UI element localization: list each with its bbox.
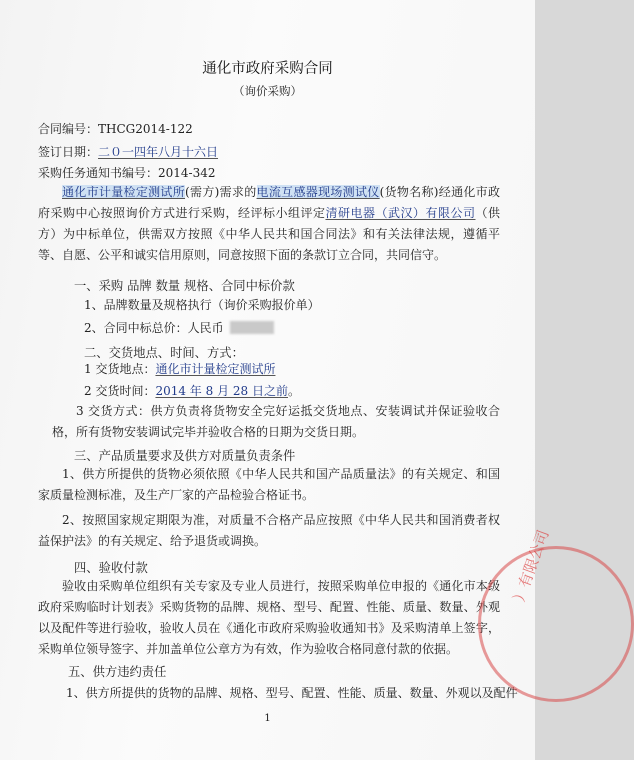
document-subtitle: （询价采购） [233,84,302,98]
total-price-label: 2、合同中标总价：人民币 [84,321,224,335]
redacted-amount [230,321,274,334]
delivery-place-label: 1 交货地点： [84,362,156,376]
intro-paragraph [38,182,500,266]
contract-number-label: 合同编号： [38,122,99,136]
document-title: 通化市政府采购合同 [202,61,333,77]
section-4-body: 验收由采购单位组织有关专家及专业人员进行，按照采购单位申报的《通化市本级政府采购临时计划表》采购货物的品牌、规格、型号、配置、性能、质量、数量、外观以及配件等进行验收，验收人员在《通化市政府采购验收通知书》及采购清单上签字，采购单位领导签字、并加盖单位公章方为有效，作为验收合格同意付款的依据。 [38,579,500,656]
task-number-line [38,166,216,180]
seal-text: ）有限公司 [510,527,553,605]
buyer-name: 通化市计量检定测试所 [62,185,186,199]
section-2-item-2 [84,384,300,398]
section-2-title: 二、交货地点、时间、方式： [84,346,244,360]
section-2-item-1 [84,362,275,376]
section-1-item-2 [84,321,274,335]
sign-date-label: 签订日期： [38,145,99,159]
section-2-item-3: 3 交货方式：供方负责将货物安全完好运抵交货地点、安装调试并保证验收合格，所有货物安装调试完毕并验收合格的日期为交货日期。 [52,404,500,439]
contract-number-line [38,122,193,136]
section-5-item-1: 1、供方所提供的货物的品牌、规格、型号、配置、性能、质量、数量、外观以及配件 [66,686,518,700]
page-number: 1 [264,713,271,724]
section-1-title: 一、采购 品牌 数量 规格、合同中标价款 [74,279,295,293]
delivery-time-value: 2014 年 8 月 28 日之前 [155,384,288,398]
sign-date-value: 二０一四年八月十六日 [98,145,219,159]
section-5-title: 五、供方违约责任 [68,665,167,679]
task-number-value: 2014-342 [158,166,216,180]
section-3-title: 三、产品质量要求及供方对质量负责条件 [74,449,296,463]
contract-number-value: THCG2014-122 [98,122,193,136]
section-4-title: 四、验收付款 [74,561,148,575]
supplier-name: 清研电器（武汉）有限公司 [325,206,476,220]
intro-text-2: (货物名称)经通化市政府采购中心按照询价方式进行采购，经评标小组评定 [38,185,500,220]
task-number-label: 采购任务通知书编号： [38,166,159,180]
section-1-item-1: 1、品牌数量及规格执行（询价采购报价单） [84,298,320,312]
intro-text-3: （供方）为中标单位，供需双方按照《中华人民共和国合同法》和有关法律法规，遵循平等、自愿、公平和诚实信用原则，同意按照下面的条款订立合同，共同信守。 [38,206,500,262]
delivery-time-label: 2 交货时间： [84,384,156,398]
section-3-item-2: 2、按照国家规定期限为准，对质量不合格产品应按照《中华人民共和国消费者权益保护法》的有关规定、给予退货或调换。 [38,513,500,548]
goods-name: 电流互感器现场测试仪 [256,185,380,199]
sign-date-line [38,145,218,159]
delivery-place-value: 通化市计量检定测试所 [155,362,276,376]
official-seal [478,546,634,702]
section-3-item-1: 1、供方所提供的货物必须依照《中华人民共和国产品质量法》的有关规定、和国家质量检测标准，及生产厂家的产品检验合格证书。 [38,467,500,502]
delivery-time-end: 。 [287,384,300,398]
intro-text-1: (需方)需求的 [185,185,257,199]
